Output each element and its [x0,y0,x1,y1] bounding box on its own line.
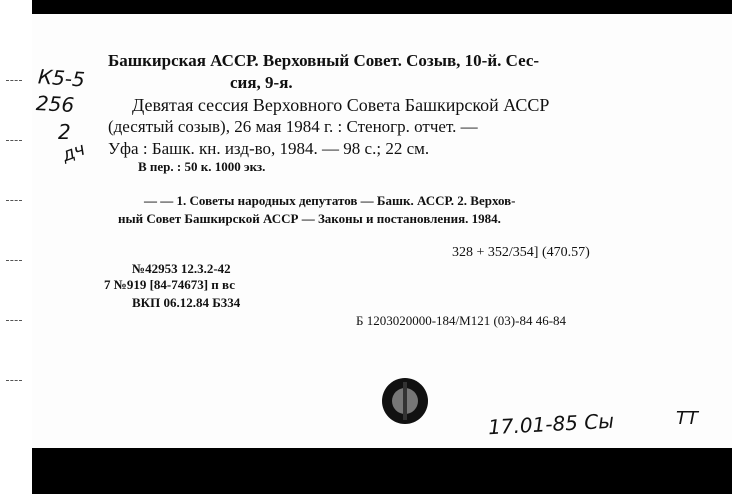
top-scan-edge [32,0,732,14]
classification-index: 328 + 352/354] (470.57) [452,245,590,260]
punch-hole-icon [382,378,428,424]
price-line: В пер. : 50 к. 1000 экз. [138,159,266,174]
card-number: №42953 12.3.2-42 [132,261,231,276]
subjects-line-1: — — 1. Советы народных депутатов — Башк. АССР. 2. Верхов- [144,193,516,208]
catalog-card [32,14,732,448]
margin-mark [6,260,22,261]
handwritten-date-note: 17.01-85 Сы [487,408,615,440]
margin-mark [6,140,22,141]
title-line-1: Девятая сессия Верховного Совета Башкирской АССР [132,95,550,115]
title-line-3: Уфа : Башк. кн. изд-во, 1984. — 98 с.; 22 см. [108,139,430,158]
margin-mark [6,380,22,381]
order-line: 7 №919 [84-74673] п вс [104,277,235,292]
left-scan-margin [0,0,32,494]
margin-mark [6,320,22,321]
heading-line-2: сия, 9-я. [230,73,293,92]
margin-mark [6,80,22,81]
subjects-line-2: ный Совет Башкирской АССР — Законы и постановления. 1984. [118,211,501,226]
handwritten-shelf-mark-2: 256 [35,91,75,117]
handwritten-shelf-mark-1: К5-5 [37,64,86,92]
vkp-line: ВКП 06.12.84 Б334 [132,295,241,310]
handwritten-shelf-mark-4: дч [59,138,88,167]
handwritten-corner-mark: ТТ [676,408,698,429]
margin-mark [6,200,22,201]
catalog-code: Б 1203020000-184/М121 (03)-84 46-84 [356,313,567,328]
handwritten-shelf-mark-3: 2 [58,120,71,144]
heading-line-1: Башкирская АССР. Верховный Совет. Созыв, 10-й. Сес- [108,51,540,70]
right-scan-margin [732,0,750,494]
title-line-2: (десятый созыв), 26 мая 1984 г. : Стеногр. отчет. — [108,117,478,136]
